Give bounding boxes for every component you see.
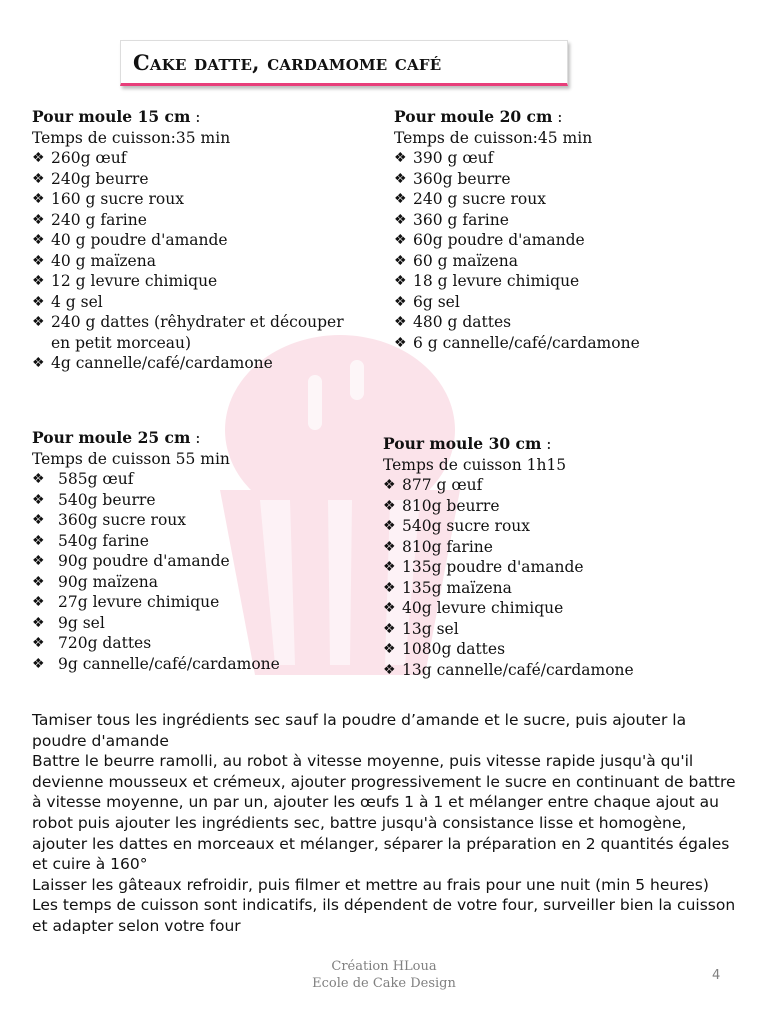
diamond-bullet-icon: ❖: [394, 150, 407, 166]
diamond-bullet-icon: ❖: [394, 191, 407, 207]
ingredient-list: [383, 475, 743, 680]
ingredient-text: 240 g dattes (rêhydrater et découper: [51, 313, 344, 331]
diamond-bullet-icon: ❖: [32, 191, 45, 207]
ingredient-text: 60g poudre d'amande: [413, 231, 585, 249]
ingredient-text: 877 g œuf: [402, 476, 483, 494]
list-item-continuation: [32, 333, 372, 354]
list-item: [383, 598, 743, 619]
diamond-bullet-icon: ❖: [32, 512, 45, 528]
ingredient-text: 360g sucre roux: [58, 511, 187, 529]
ingredient-text: 720g dattes: [58, 634, 152, 652]
ingredient-text: 40g levure chimique: [402, 599, 564, 617]
block-heading-suffix: :: [552, 108, 563, 126]
recipe-block-25cm: [32, 428, 372, 674]
cooking-time: Temps de cuisson:35 min: [32, 128, 231, 147]
list-item: [32, 510, 372, 531]
ingredient-text: 390 g œuf: [413, 149, 494, 167]
ingredient-text: 540g farine: [58, 531, 149, 550]
ingredient-text: 160 g sucre roux: [51, 190, 184, 208]
list-item: [32, 189, 372, 210]
list-item: [383, 639, 743, 660]
footer-credit: Création HLoua: [331, 959, 437, 974]
ingredient-text: 585g œuf: [58, 470, 134, 488]
ingredient-text: 540g sucre roux: [402, 517, 531, 535]
list-item: [32, 312, 372, 333]
list-item: [32, 251, 372, 272]
ingredient-text: 540g beurre: [58, 490, 156, 509]
list-item: [32, 469, 372, 490]
block-heading: [32, 107, 372, 128]
list-item: [394, 333, 734, 354]
ingredient-text: 135g poudre d'amande: [402, 558, 584, 576]
diamond-bullet-icon: ❖: [32, 293, 45, 310]
ingredient-text: 260g œuf: [51, 149, 127, 167]
ingredient-text: 40 g poudre d'amande: [51, 231, 228, 249]
list-item: [32, 654, 372, 675]
cooking-time: Temps de cuisson 55 min: [32, 449, 230, 468]
cooking-time: Temps de cuisson:45 min: [394, 128, 593, 147]
list-item: [32, 572, 372, 593]
diamond-bullet-icon: ❖: [394, 273, 407, 289]
diamond-bullet-icon: ❖: [32, 150, 45, 166]
list-item: [32, 592, 372, 613]
diamond-bullet-icon: ❖: [32, 491, 45, 508]
block-heading-text: Pour moule 30 cm: [383, 434, 542, 453]
ingredient-text: 13g cannelle/café/cardamone: [402, 660, 634, 679]
list-item: [383, 475, 743, 496]
ingredient-text: en petit morceau): [51, 333, 192, 352]
diamond-bullet-icon: ❖: [32, 232, 45, 248]
ingredient-text: 810g beurre: [402, 496, 500, 515]
list-item: [32, 531, 372, 552]
ingredient-text: 810g farine: [402, 537, 493, 556]
recipe-block-15cm: [32, 107, 372, 374]
diamond-bullet-icon: ❖: [394, 232, 407, 248]
list-item: [394, 271, 734, 292]
ingredient-text: 9g cannelle/café/cardamone: [58, 654, 280, 673]
diamond-bullet-icon: ❖: [32, 614, 45, 631]
diamond-bullet-icon: ❖: [32, 594, 45, 610]
instruction-paragraph: Tamiser tous les ingrédients sec sauf la poudre d’amande et le sucre, puis ajouter la poudre d'amande: [32, 711, 687, 750]
diamond-bullet-icon: ❖: [383, 600, 396, 616]
instructions: [32, 710, 742, 937]
list-item: [32, 210, 372, 231]
ingredient-text: 1080g dattes: [402, 640, 506, 658]
list-item: [32, 551, 372, 572]
list-item: [383, 660, 743, 681]
diamond-bullet-icon: ❖: [32, 573, 45, 590]
ingredient-text: 13g sel: [402, 619, 459, 638]
cooking-time: Temps de cuisson 1h15: [383, 455, 567, 474]
diamond-bullet-icon: ❖: [383, 477, 396, 493]
ingredient-text: 480 g dattes: [413, 313, 512, 331]
list-item: [32, 633, 372, 654]
ingredient-text: 6g sel: [413, 292, 460, 311]
diamond-bullet-icon: ❖: [32, 532, 45, 549]
ingredient-text: 90g maïzena: [58, 572, 159, 591]
diamond-bullet-icon: ❖: [383, 497, 396, 514]
list-item: [32, 148, 372, 169]
block-heading: [394, 107, 734, 128]
ingredient-list: [394, 148, 734, 353]
diamond-bullet-icon: ❖: [394, 211, 407, 228]
instruction-paragraph: Laisser les gâteaux refroidir, puis filmer et mettre au frais pour une nuit (min 5 heures): [32, 875, 709, 894]
ingredient-text: 360g beurre: [413, 169, 511, 188]
block-heading-suffix: :: [190, 429, 201, 447]
block-heading-text: Pour moule 25 cm: [32, 428, 191, 447]
diamond-bullet-icon: ❖: [383, 538, 396, 555]
diamond-bullet-icon: ❖: [383, 641, 396, 657]
diamond-bullet-icon: ❖: [32, 252, 45, 269]
diamond-bullet-icon: ❖: [32, 471, 45, 487]
ingredient-list: [32, 148, 372, 374]
diamond-bullet-icon: ❖: [383, 518, 396, 534]
page-number: 4: [712, 968, 721, 983]
ingredient-text: 360 g farine: [413, 210, 509, 229]
list-item: [32, 490, 372, 511]
block-heading-suffix: :: [190, 108, 201, 126]
diamond-bullet-icon: ❖: [32, 553, 45, 569]
ingredient-text: 135g maïzena: [402, 578, 512, 597]
list-item: [32, 169, 372, 190]
ingredient-text: 4 g sel: [51, 292, 103, 311]
list-item: [394, 292, 734, 313]
list-item: [394, 251, 734, 272]
ingredient-text: 40 g maïzena: [51, 251, 156, 270]
instruction-paragraph: Battre le beurre ramolli, au robot à vitesse moyenne, puis vitesse rapide jusqu'à qu'il devienne mousseux et crémeux, ajouter progressivement le sucre en continuant de battre à vitesse moyenne, un par un, ajouter les œufs 1 à 1 et mélanger entre chaque ajout au robot puis ajouter les ingrédients sec, battre jusqu'à consistance lisse et homogène, ajouter les dattes en morceaux et mélanger, séparer la préparation en 2 quantités égales et cuire à 160°: [32, 752, 736, 874]
ingredient-text: 6 g cannelle/café/cardamone: [413, 333, 640, 352]
list-item: [383, 557, 743, 578]
list-item: [383, 578, 743, 599]
list-item: [394, 312, 734, 333]
ingredient-text: 12 g levure chimique: [51, 272, 218, 290]
page-title: Cake datte, cardamome café: [133, 50, 442, 75]
diamond-bullet-icon: ❖: [32, 211, 45, 228]
diamond-bullet-icon: ❖: [394, 170, 407, 187]
list-item: [383, 619, 743, 640]
ingredient-text: 27g levure chimique: [58, 593, 220, 611]
block-heading: [383, 434, 743, 455]
diamond-bullet-icon: ❖: [32, 170, 45, 187]
instruction-paragraph: Les temps de cuisson sont indicatifs, ils dépendent de votre four, surveiller bien la cuisson et adapter selon votre four: [32, 896, 736, 935]
ingredient-text: 18 g levure chimique: [413, 272, 580, 290]
diamond-bullet-icon: ❖: [383, 579, 396, 596]
list-item: [32, 613, 372, 634]
diamond-bullet-icon: ❖: [383, 661, 396, 678]
list-item: [394, 189, 734, 210]
list-item: [394, 169, 734, 190]
list-item: [32, 230, 372, 251]
ingredient-list: [32, 469, 372, 674]
list-item: [394, 148, 734, 169]
ingredient-text: 90g poudre d'amande: [58, 552, 230, 570]
diamond-bullet-icon: ❖: [394, 314, 407, 330]
recipe-block-20cm: [394, 107, 734, 353]
block-heading-suffix: :: [541, 435, 552, 453]
list-item: [32, 353, 372, 374]
recipe-block-30cm: [383, 434, 743, 680]
list-item: [32, 271, 372, 292]
diamond-bullet-icon: ❖: [383, 620, 396, 637]
diamond-bullet-icon: ❖: [32, 655, 45, 672]
diamond-bullet-icon: ❖: [383, 559, 396, 575]
list-item: [394, 210, 734, 231]
list-item: [32, 292, 372, 313]
ingredient-text: 60 g maïzena: [413, 251, 518, 270]
diamond-bullet-icon: ❖: [394, 334, 407, 351]
list-item: [394, 230, 734, 251]
ingredient-text: 4g cannelle/café/cardamone: [51, 354, 273, 372]
ingredient-text: 240 g farine: [51, 210, 147, 229]
diamond-bullet-icon: ❖: [32, 355, 45, 371]
block-heading-text: Pour moule 20 cm: [394, 107, 553, 126]
diamond-bullet-icon: ❖: [394, 293, 407, 310]
block-heading: [32, 428, 372, 449]
block-heading-text: Pour moule 15 cm: [32, 107, 191, 126]
diamond-bullet-icon: ❖: [32, 314, 45, 330]
ingredient-text: 240 g sucre roux: [413, 190, 546, 208]
footer-school: Ecole de Cake Design: [312, 976, 456, 991]
list-item: [383, 496, 743, 517]
diamond-bullet-icon: ❖: [32, 635, 45, 651]
page-footer: [0, 958, 768, 992]
diamond-bullet-icon: ❖: [394, 252, 407, 269]
ingredient-text: 240g beurre: [51, 169, 149, 188]
ingredient-text: 9g sel: [58, 613, 105, 632]
list-item: [383, 516, 743, 537]
diamond-bullet-icon: ❖: [32, 273, 45, 289]
list-item: [383, 537, 743, 558]
